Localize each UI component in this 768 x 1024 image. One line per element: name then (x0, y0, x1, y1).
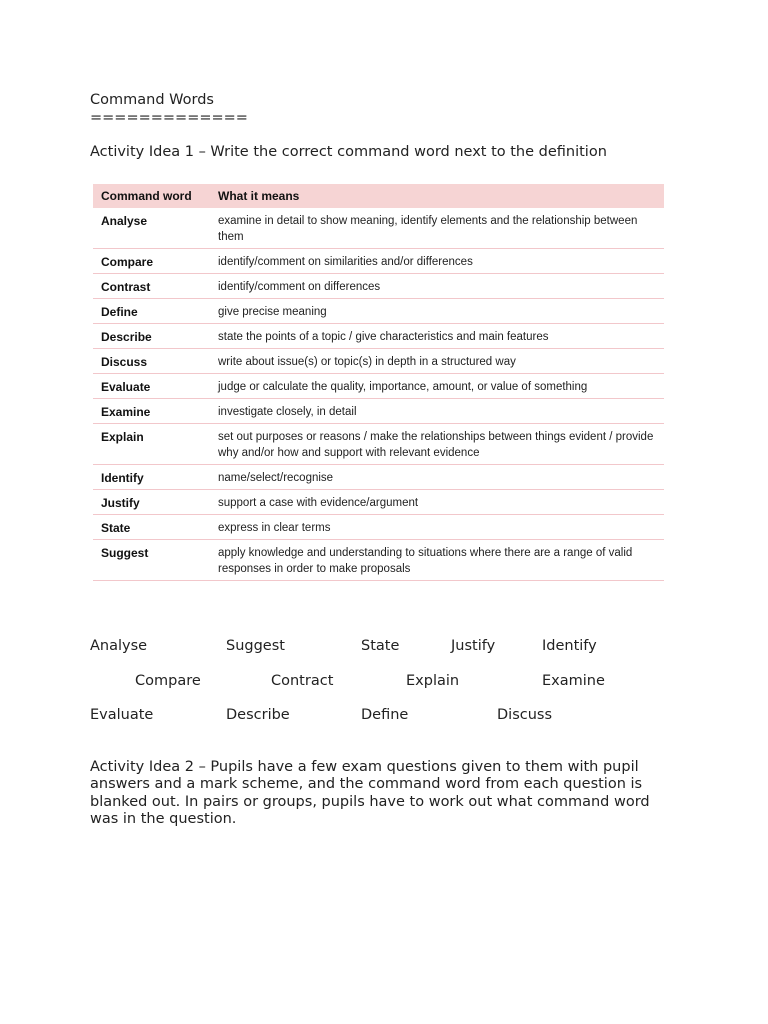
table-row (93, 424, 664, 465)
command-word-cell: Identify (93, 465, 210, 490)
table-row (93, 249, 664, 274)
column-header-meaning: What it means (210, 184, 664, 208)
word-bank-item: Suggest (226, 638, 285, 654)
page-title: Command Words (90, 92, 214, 108)
meaning-cell: examine in detail to show meaning, identify elements and the relationship between them (210, 208, 664, 249)
command-word-cell: Analyse (93, 208, 210, 249)
table-row (93, 208, 664, 249)
table-row (93, 324, 664, 349)
meaning-cell: judge or calculate the quality, importance, amount, or value of something (210, 374, 664, 399)
word-bank-item: Evaluate (90, 707, 154, 723)
table-row (93, 540, 664, 581)
table-row (93, 374, 664, 399)
command-words-table (93, 184, 664, 581)
word-bank-item: Compare (135, 673, 201, 689)
command-word-cell: Contrast (93, 274, 210, 299)
meaning-cell: give precise meaning (210, 299, 664, 324)
word-bank-item: Explain (406, 673, 460, 689)
word-bank-item: Discuss (497, 707, 553, 723)
word-bank-item: Identify (542, 638, 597, 654)
command-word-cell: Describe (93, 324, 210, 349)
table-row (93, 299, 664, 324)
activity-2-paragraph: Activity Idea 2 – Pupils have a few exam questions given to them with pupil answers and a mark scheme, and the command word from each question is blanked out. In pairs or groups, pupils have to work out what command word was in the question. (90, 759, 650, 827)
column-header-command-word: Command word (93, 184, 210, 208)
meaning-cell: express in clear terms (210, 515, 664, 540)
meaning-cell: support a case with evidence/argument (210, 490, 664, 515)
word-bank-item: Describe (226, 707, 290, 723)
command-word-cell: State (93, 515, 210, 540)
table-row (93, 465, 664, 490)
table-row (93, 490, 664, 515)
command-word-cell: Evaluate (93, 374, 210, 399)
word-bank-item: Contract (271, 673, 334, 689)
meaning-cell: write about issue(s) or topic(s) in depth in a structured way (210, 349, 664, 374)
command-word-cell: Compare (93, 249, 210, 274)
command-word-cell: Justify (93, 490, 210, 515)
word-bank-item: State (361, 638, 400, 654)
command-word-cell: Examine (93, 399, 210, 424)
command-word-cell: Discuss (93, 349, 210, 374)
meaning-cell: state the points of a topic / give characteristics and main features (210, 324, 664, 349)
table-row (93, 515, 664, 540)
meaning-cell: apply knowledge and understanding to situations where there are a range of valid responses in order to make proposals (210, 540, 664, 581)
table-row (93, 349, 664, 374)
meaning-cell: set out purposes or reasons / make the relationships between things evident / provide why and/or how and support with relevant evidence (210, 424, 664, 465)
table-row (93, 274, 664, 299)
word-bank-item: Analyse (90, 638, 148, 654)
command-word-cell: Define (93, 299, 210, 324)
word-bank-item: Examine (542, 673, 605, 689)
meaning-cell: identify/comment on differences (210, 274, 664, 299)
meaning-cell: name/select/recognise (210, 465, 664, 490)
meaning-cell: investigate closely, in detail (210, 399, 664, 424)
table-row (93, 399, 664, 424)
activity-1-heading: Activity Idea 1 – Write the correct command word next to the definition (90, 144, 607, 160)
title-underline: ============= (90, 110, 248, 126)
word-bank-item: Justify (451, 638, 496, 654)
command-word-cell: Suggest (93, 540, 210, 581)
meaning-cell: identify/comment on similarities and/or differences (210, 249, 664, 274)
word-bank-item: Define (361, 707, 409, 723)
command-word-cell: Explain (93, 424, 210, 465)
table-header-row (93, 184, 664, 208)
